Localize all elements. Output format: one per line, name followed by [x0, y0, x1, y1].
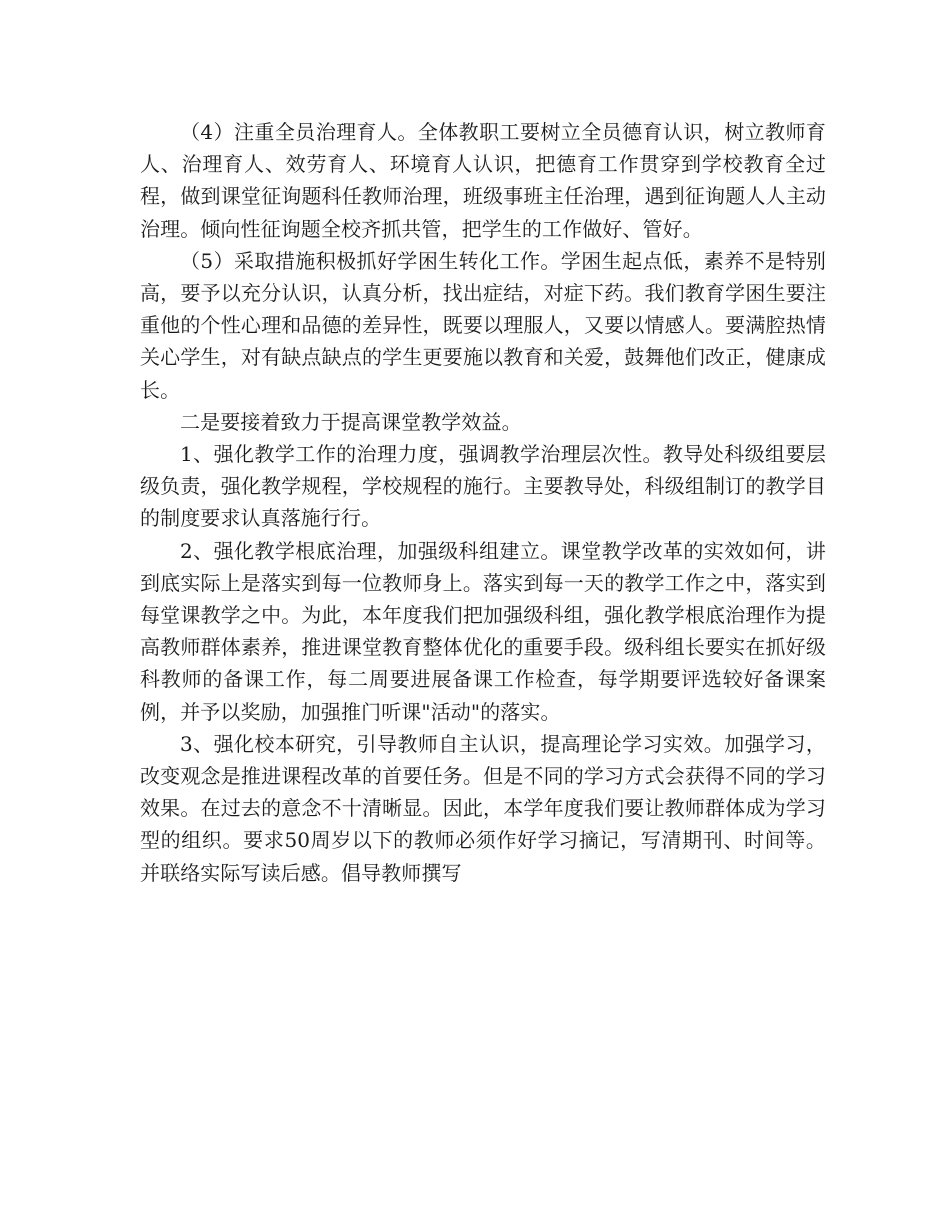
- paragraph-teaching-management: 1、强化教学工作的治理力度，强调教学治理层次性。教导处科级组要层级负责，强化教学规程，学校规程的施行。主要教导处，科级组制订的教学目的制度要求认真落施行行。: [140, 442, 826, 531]
- document-body: [140, 116, 826, 889]
- paragraph-classroom-efficiency-heading: 二是要接着致力于提高课堂教学效益。: [180, 409, 522, 434]
- paragraph-school-based-research: 3、强化校本研究，引导教师自主认识，提高理论学习实效。加强学习，改变观念是推进课程改革的首要任务。但是不同的学习方式会获得不同的学习效果。在过去的意念不十清晰显。因此，本学年度我们要让教师群体成为学习型的组织。要求50周岁以下的教师必须作好学习摘记，写清期刊、时间等。并联络实际写读后感。倡导教师撰写: [140, 731, 826, 885]
- paragraph-struggling-students: （5）采取措施积极抓好学困生转化工作。学困生起点低，素养不是特别高，要予以充分认识，认真分析，找出症结，对症下药。我们教育学困生要注重他的个性心理和品德的差异性，既要以理服人，又要以情感人。要满腔热情关心学生，对有缺点缺点的学生更要施以教育和关爱，鼓舞他们改正，健康成长。: [140, 248, 826, 402]
- paragraph-staff-moral-education: （4）注重全员治理育人。全体教职工要树立全员德育认识，树立教师育人、治理育人、效劳育人、环境育人认识，把德育工作贯穿到学校教育全过程，做到课堂征询题科任教师治理，班级事班主任治理，遇到征询题人人主动治理。倾向性征询题全校齐抓共管，把学生的工作做好、管好。: [140, 120, 826, 241]
- paragraph-subject-group-building: 2、强化教学根底治理，加强级科组建立。课堂教学改革的实效如何，讲到底实际上是落实到每一位教师身上。落实到每一天的教学工作之中，落实到每堂课教学之中。为此，本年度我们把加强级科组，强化教学根底治理作为提高教师群体素养，推进课堂教育整体优化的重要手段。级科组长要实在抓好级科教师的备课工作，每二周要进展备课工作检查，每学期要评选较好备课案例，并予以奖励，加强推门听课"活动"的落实。: [140, 538, 826, 724]
